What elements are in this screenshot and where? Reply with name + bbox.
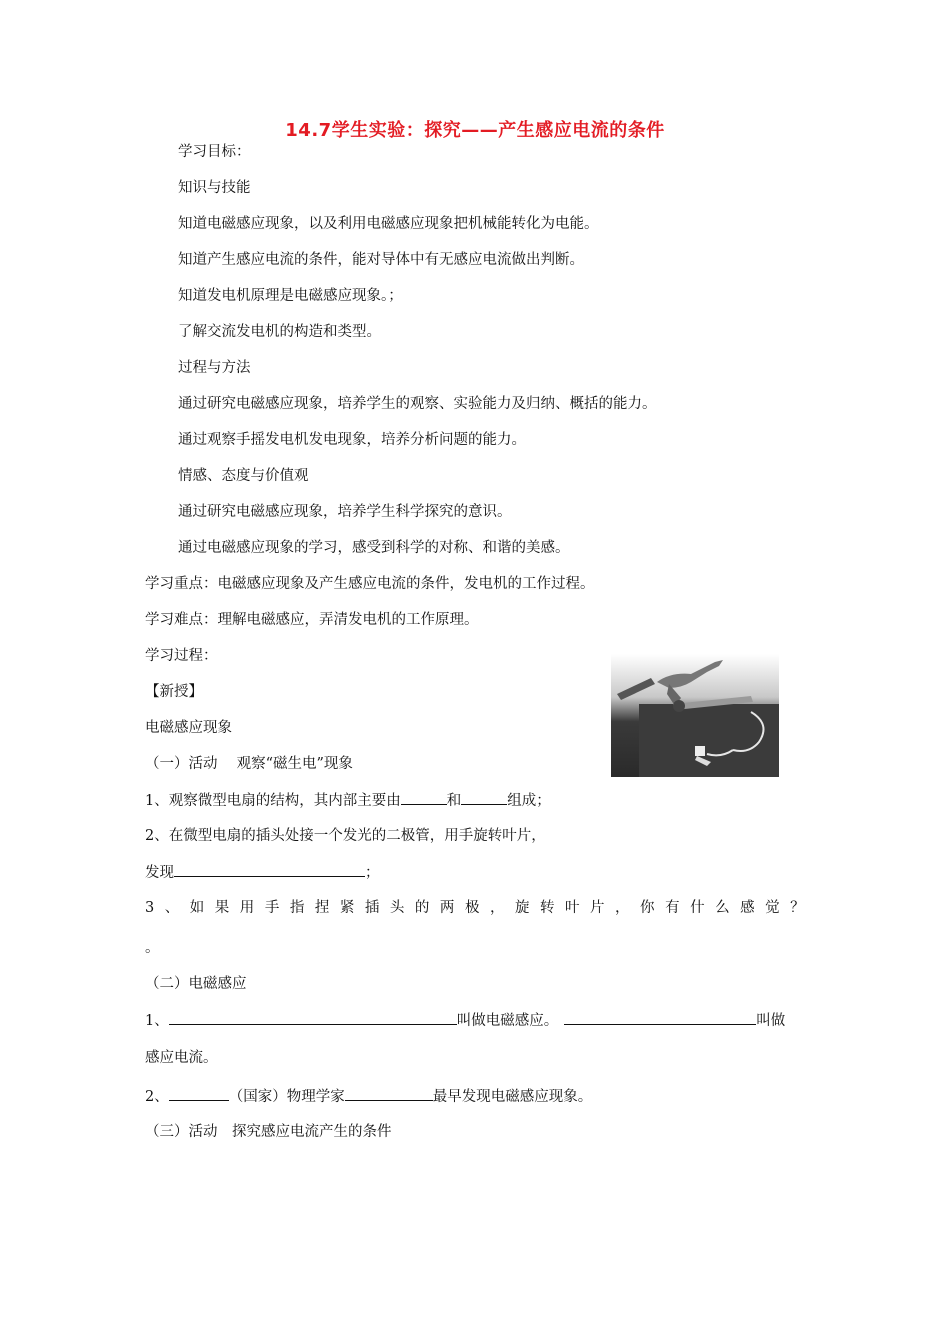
question-3-char: 指	[289, 900, 305, 916]
question-3-char: 的	[414, 900, 430, 916]
answer-blank[interactable]	[564, 1010, 756, 1025]
activity-1: （一）活动 观察“磁生电”现象	[145, 756, 353, 772]
knowledge-item: 了解交流发电机的构造和类型。	[178, 324, 381, 340]
induction-q1-continued: 感应电流。	[145, 1050, 218, 1066]
question-3-char: 感	[740, 900, 755, 916]
induction-q1-text: 叫做电磁感应。	[456, 1013, 559, 1029]
difficulty: 学习难点：理解电磁感应，弄清发电机的工作原理。	[145, 612, 479, 628]
question-2-continued	[145, 862, 380, 883]
answer-blank[interactable]	[401, 790, 447, 805]
induction-q2-text: 2、	[145, 1089, 169, 1105]
process-heading: 过程与方法	[178, 360, 251, 376]
knowledge-item: 知道发电机原理是电磁感应现象。；	[178, 288, 403, 304]
question-3-char: 3	[145, 900, 155, 916]
question-1-text: 组成；	[507, 793, 551, 809]
question-3-char: 有	[665, 900, 680, 916]
objectives-heading: 学习目标：	[178, 144, 251, 160]
question-3-char: 插	[364, 900, 380, 916]
question-3-char: 头	[389, 900, 405, 916]
question-2: 2、在微型电扇的插头处接一个发光的二极管，用手旋转叶片，	[145, 828, 546, 844]
attitude-heading: 情感、态度与价值观	[178, 468, 309, 484]
question-3-char: 叶	[565, 900, 580, 916]
page-title: 14.7学生实验：探究——产生感应电流的条件	[285, 120, 665, 141]
induction-q2	[145, 1086, 592, 1107]
induction-q1	[145, 1010, 785, 1031]
question-3-char: 用	[239, 900, 255, 916]
question-3-char: 紧	[339, 900, 355, 916]
fan-illustration-icon	[611, 654, 779, 777]
question-3-char: 你	[640, 900, 655, 916]
question-3-char: 片	[590, 900, 605, 916]
answer-blank[interactable]	[461, 790, 507, 805]
question-3-char: 、	[164, 900, 180, 916]
question-3-char: 旋	[514, 900, 530, 916]
activity-3: （三）活动 探究感应电流产生的条件	[145, 1124, 392, 1140]
induction-q1-text: 叫做	[756, 1013, 786, 1029]
question-3-char: 转	[539, 900, 555, 916]
question-3-char: 捏	[314, 900, 330, 916]
question-3-char: 如	[189, 900, 205, 916]
key-point: 学习重点：电磁感应现象及产生感应电流的条件，发电机的工作过程。	[145, 576, 595, 592]
question-3	[145, 898, 805, 918]
attitude-item: 通过研究电磁感应现象，培养学生科学探究的意识。	[178, 504, 512, 520]
induction-heading: （二）电磁感应	[145, 976, 247, 992]
fan-hand-photo	[611, 654, 779, 777]
question-3-char: ，	[489, 900, 505, 916]
new-lesson-label: 【新授】	[145, 684, 203, 700]
question-3-char: 什	[690, 900, 705, 916]
question-2b-text: ；	[365, 865, 380, 881]
question-3-end: 。	[145, 940, 160, 956]
answer-blank[interactable]	[174, 862, 365, 877]
section-title: 电磁感应现象	[145, 720, 232, 736]
question-1	[145, 790, 551, 811]
induction-q2-text: 最早发现电磁感应现象。	[432, 1089, 593, 1105]
answer-blank[interactable]	[169, 1010, 457, 1025]
process-item: 通过观察手摇发电机发电现象，培养分析问题的能力。	[178, 432, 526, 448]
question-3-char: 果	[214, 900, 230, 916]
induction-q2-text: （国家）物理学家	[228, 1089, 345, 1105]
question-3-char: 觉	[765, 900, 780, 916]
question-1-text: 1、观察微型电扇的结构，其内部主要由	[145, 793, 401, 809]
induction-q1-text: 1、	[145, 1013, 169, 1029]
process-label: 学习过程：	[145, 648, 218, 664]
question-3-char: ？	[790, 900, 805, 916]
attitude-item: 通过电磁感应现象的学习，感受到科学的对称、和谐的美感。	[178, 540, 570, 556]
answer-blank[interactable]	[169, 1086, 229, 1101]
question-2b-text: 发现	[145, 865, 174, 881]
question-3-char: 手	[264, 900, 280, 916]
question-3-char: ，	[615, 900, 630, 916]
answer-blank[interactable]	[345, 1086, 433, 1101]
knowledge-heading: 知识与技能	[178, 180, 251, 196]
knowledge-item: 知道产生感应电流的条件，能对导体中有无感应电流做出判断。	[178, 252, 584, 268]
question-3-char: 两	[439, 900, 455, 916]
question-3-char: 么	[715, 900, 730, 916]
process-item: 通过研究电磁感应现象，培养学生的观察、实验能力及归纳、概括的能力。	[178, 396, 657, 412]
knowledge-item: 知道电磁感应现象，以及利用电磁感应现象把机械能转化为电能。	[178, 216, 599, 232]
question-3-char: 极	[464, 900, 480, 916]
question-1-text: 和	[446, 793, 462, 809]
